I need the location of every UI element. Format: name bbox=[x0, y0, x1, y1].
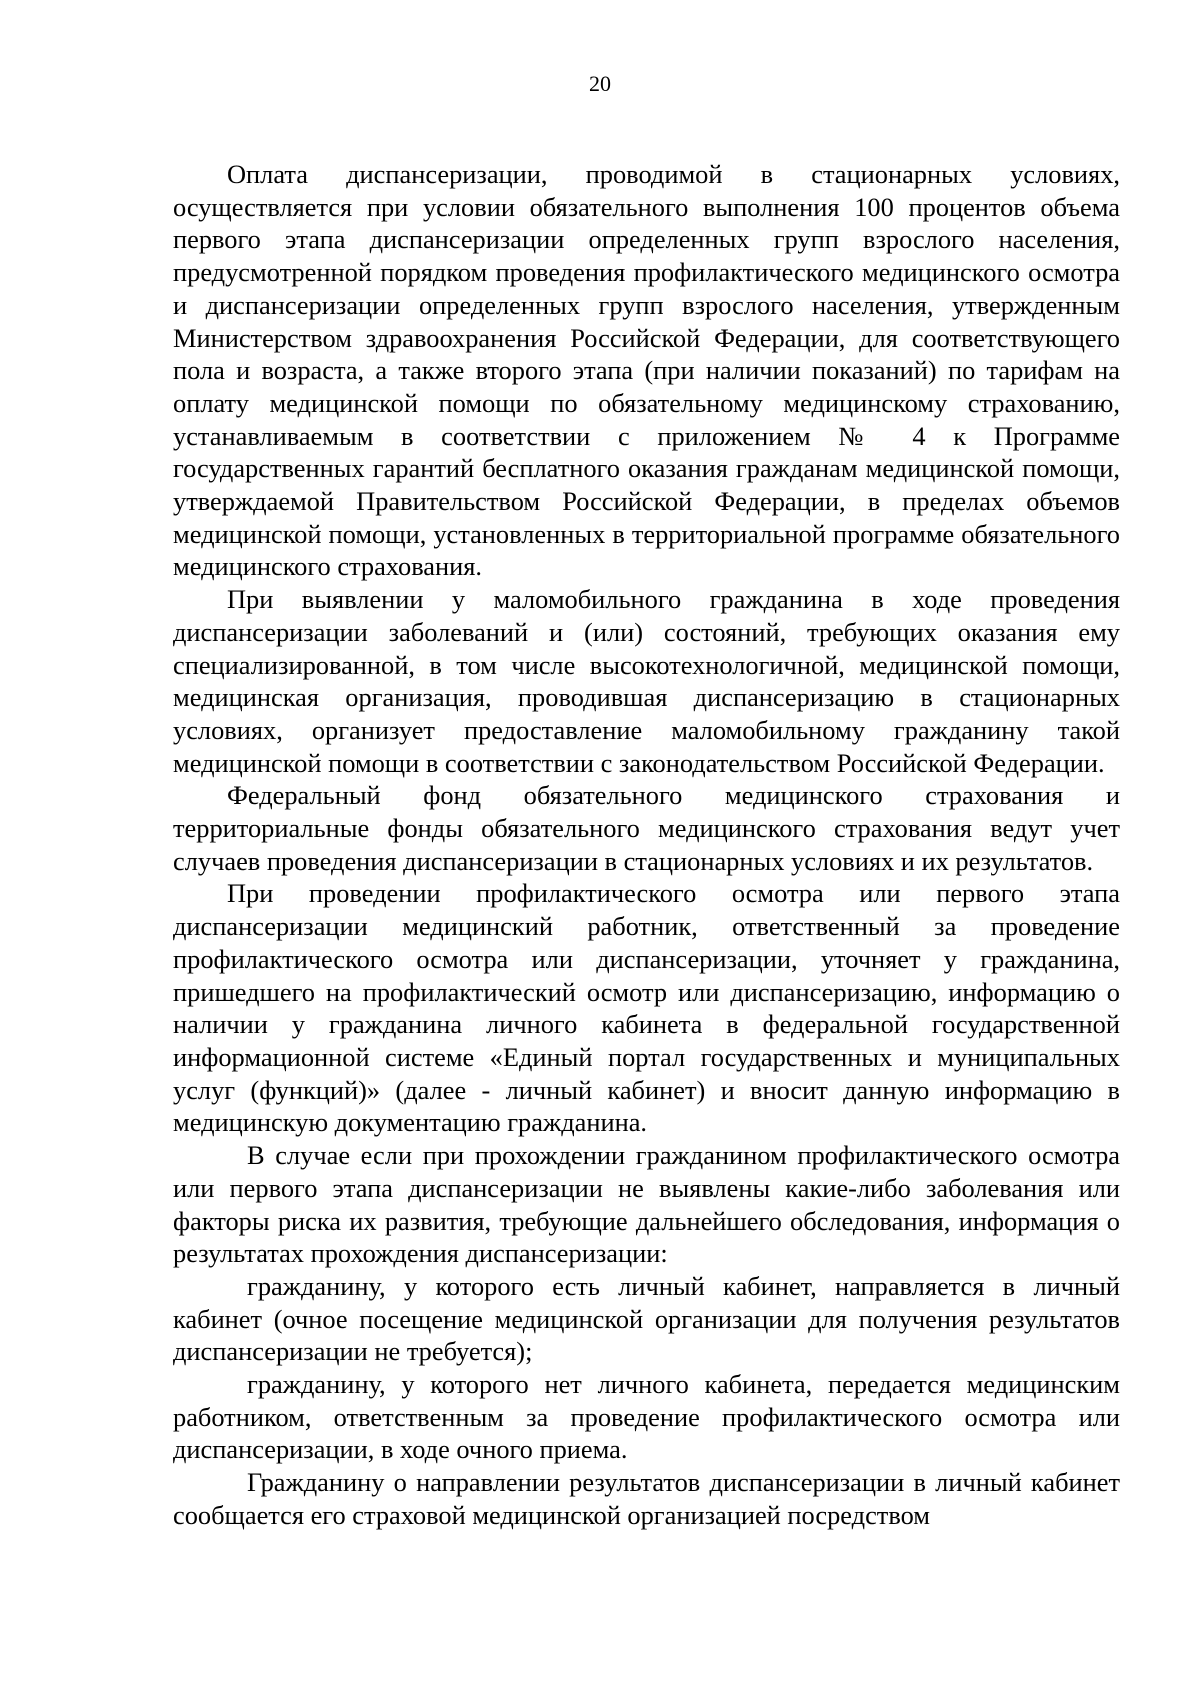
paragraph-no-diseases-found: В случае если при прохождении гражданином профилактического осмотра или первого этапа диспансеризации не выявлены какие-либо заболевания или факторы риска их развития, требующие дальнейшего обследования, информация о результатах прохождения диспансеризации: bbox=[173, 1140, 1120, 1269]
document-body bbox=[173, 158, 1120, 1532]
paragraph-notification: Гражданину о направлении результатов диспансеризации в личный кабинет сообщается его страховой медицинской организацией посредством bbox=[173, 1467, 1120, 1530]
paragraph-payment-conditions: Оплата диспансеризации, проводимой в стационарных условиях, осуществляется при условии обязательного выполнения 100 процентов объема первого этапа диспансеризации определенных групп взрослого населения, предусмотренной порядком проведения профилактического медицинского осмотра и диспансеризации определенных групп взрослого населения, утвержденным Министерством здравоохранения Российской Федерации, для соответствующего пола и возраста, а также второго этапа (при наличии показаний) по тарифам на оплату медицинской помощи по обязательному медицинскому страхованию, устанавливаемым в соответствии с приложением № 4 к Программе государственных гарантий бесплатного оказания гражданам медицинской помощи, утверждаемой Правительством Российской Федерации, в пределах объемов медицинской помощи, установленных в территориальной программе обязательного медицинского страхования. bbox=[173, 159, 1120, 582]
paragraph-low-mobility-citizen: При выявлении у маломобильного гражданина в ходе проведения диспансеризации заболеваний и (или) состояний, требующих оказания ему специализированной, в том числе высокотехнологичной, медицинской помощи, медицинская организация, проводившая диспансеризацию в стационарных условиях, организует предоставление маломобильному гражданину такой медицинской помощи в соответствии с законодательством Российской Федерации. bbox=[173, 584, 1120, 778]
paragraph-insurance-funds-accounting: Федеральный фонд обязательного медицинского страхования и территориальные фонды обязательного медицинского страхования ведут учет случаев проведения диспансеризации в стационарных условиях и их результатов. bbox=[173, 780, 1120, 876]
paragraph-with-personal-account: гражданину, у которого есть личный кабинет, направляется в личный кабинет (очное посещение медицинской организации для получения результатов диспансеризации не требуется); bbox=[173, 1270, 1120, 1367]
page-number: 20 bbox=[589, 71, 611, 96]
paragraph-personal-account-check: При проведении профилактического осмотра или первого этапа диспансеризации медицинский работник, ответственный за проведение профилактического осмотра или диспансеризации, уточняет у гражданина, пришедшего на профилактический осмотр или диспансеризацию, информацию о наличии у гражданина личного кабинета в федеральной государственной информационной системе «Единый портал государственных и муниципальных услуг (функций)» (далее - личный кабинет) и вносит данную информацию в медицинскую документацию гражданина. bbox=[173, 878, 1120, 1138]
paragraph-without-personal-account: гражданину, у которого нет личного кабинета, передается медицинским работником, ответственным за проведение профилактического осмотра или диспансеризации, в ходе очного приема. bbox=[173, 1369, 1120, 1465]
